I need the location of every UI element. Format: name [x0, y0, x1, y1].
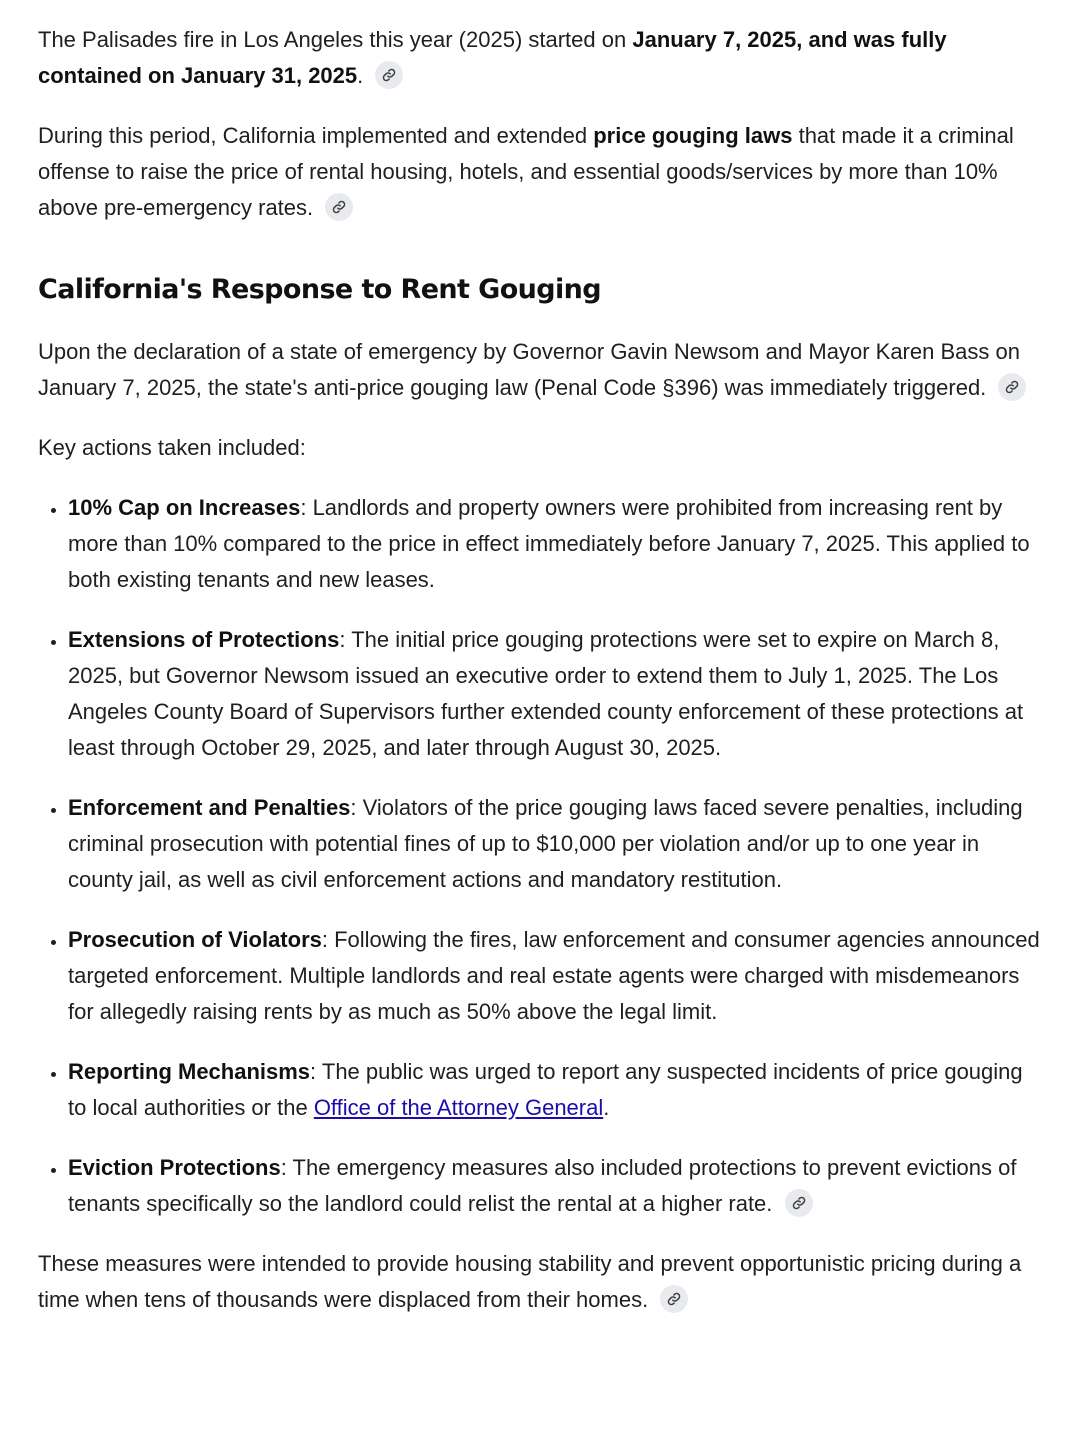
- key-actions-list: [38, 490, 1042, 1222]
- citation-button[interactable]: [660, 1285, 688, 1313]
- section-paragraph-2: Key actions taken included:: [38, 435, 306, 460]
- list-item: [68, 1150, 1042, 1222]
- intro-p1-end: .: [357, 63, 364, 88]
- list-item: [68, 790, 1042, 898]
- intro-p2-text: During this period, California implemented and extended: [38, 123, 594, 148]
- list-item-title: Enforcement and Penalties: [68, 795, 351, 820]
- citation-button[interactable]: [785, 1189, 813, 1217]
- intro-p1-bold: January 7, 2025, and was fully contained on January 31, 2025: [38, 27, 947, 88]
- section-p1-text: Upon the declaration of a state of emergency by Governor Gavin Newsom and Mayor Karen Bass on January 7, 2025, the state's anti-price gouging law (Penal Code §396) was immediately triggered.: [38, 339, 1020, 400]
- intro-p2-end: that made it a criminal offense to raise the price of rental housing, hotels, and essential goods/services by more than 10% above pre-emergency rates.: [38, 123, 1014, 220]
- list-item-title: 10% Cap on Increases: [68, 495, 301, 520]
- list-item-text: : The public was urged to report any suspected incidents of price gouging to local authorities or the: [68, 1059, 1023, 1120]
- closing-paragraph: [38, 1246, 1042, 1318]
- list-item: [68, 922, 1042, 1030]
- closing-text: These measures were intended to provide housing stability and prevent opportunistic pricing during a time when tens of thousands were displaced from their homes.: [38, 1251, 1022, 1312]
- link-icon: [382, 68, 396, 82]
- intro-paragraph-2: [38, 118, 1042, 226]
- intro-p1-text: The Palisades fire in Los Angeles this year (2025) started on: [38, 27, 633, 52]
- intro-p2-bold: price gouging laws: [593, 123, 793, 148]
- link-icon: [1005, 380, 1019, 394]
- list-item-title: Extensions of Protections: [68, 627, 340, 652]
- link-icon: [667, 1292, 681, 1306]
- intro-paragraph-1: [38, 22, 1042, 94]
- section-heading: California's Response to Rent Gouging: [38, 274, 601, 305]
- list-item-text: : Violators of the price gouging laws faced severe penalties, including criminal prosecution with potential fines of up to $10,000 per violation and/or up to one year in county jail, as well as civil enforcement actions and mandatory restitution.: [68, 795, 1023, 892]
- list-item-text: : Landlords and property owners were prohibited from increasing rent by more than 10% compared to the price in effect immediately before January 7, 2025. This applied to both existing tenants and new leases.: [68, 495, 1030, 592]
- list-item-text: : The initial price gouging protections were set to expire on March 8, 2025, but Governor Newsom issued an executive order to extend them to July 1, 2025. The Los Angeles County Board of Supervisors further extended county enforcement of these protections at least through October 29, 2025, and later through August 30, 2025.: [68, 627, 1024, 760]
- list-item-text: : The emergency measures also included protections to prevent evictions of tenants specifically so the landlord could relist the rental at a higher rate.: [68, 1155, 1017, 1216]
- section-paragraph-1: [38, 334, 1042, 406]
- list-item-text: : Following the fires, law enforcement and consumer agencies announced targeted enforcement. Multiple landlords and real estate agents were charged with misdemeanors for allegedly raising rents by as much as 50% above the legal limit.: [68, 927, 1040, 1024]
- attorney-general-link[interactable]: Office of the Attorney General: [313, 1095, 604, 1120]
- list-item-end: .: [603, 1095, 610, 1120]
- list-item-title: Prosecution of Violators: [68, 927, 322, 952]
- link-icon: [332, 200, 346, 214]
- list-item: [68, 622, 1042, 766]
- citation-button[interactable]: [998, 373, 1026, 401]
- list-item-title: Eviction Protections: [68, 1155, 281, 1180]
- citation-button[interactable]: [325, 193, 353, 221]
- list-item-title: Reporting Mechanisms: [68, 1059, 311, 1084]
- link-icon: [792, 1196, 806, 1210]
- list-item: [68, 490, 1042, 598]
- list-item: [68, 1054, 1042, 1126]
- citation-button[interactable]: [375, 61, 403, 89]
